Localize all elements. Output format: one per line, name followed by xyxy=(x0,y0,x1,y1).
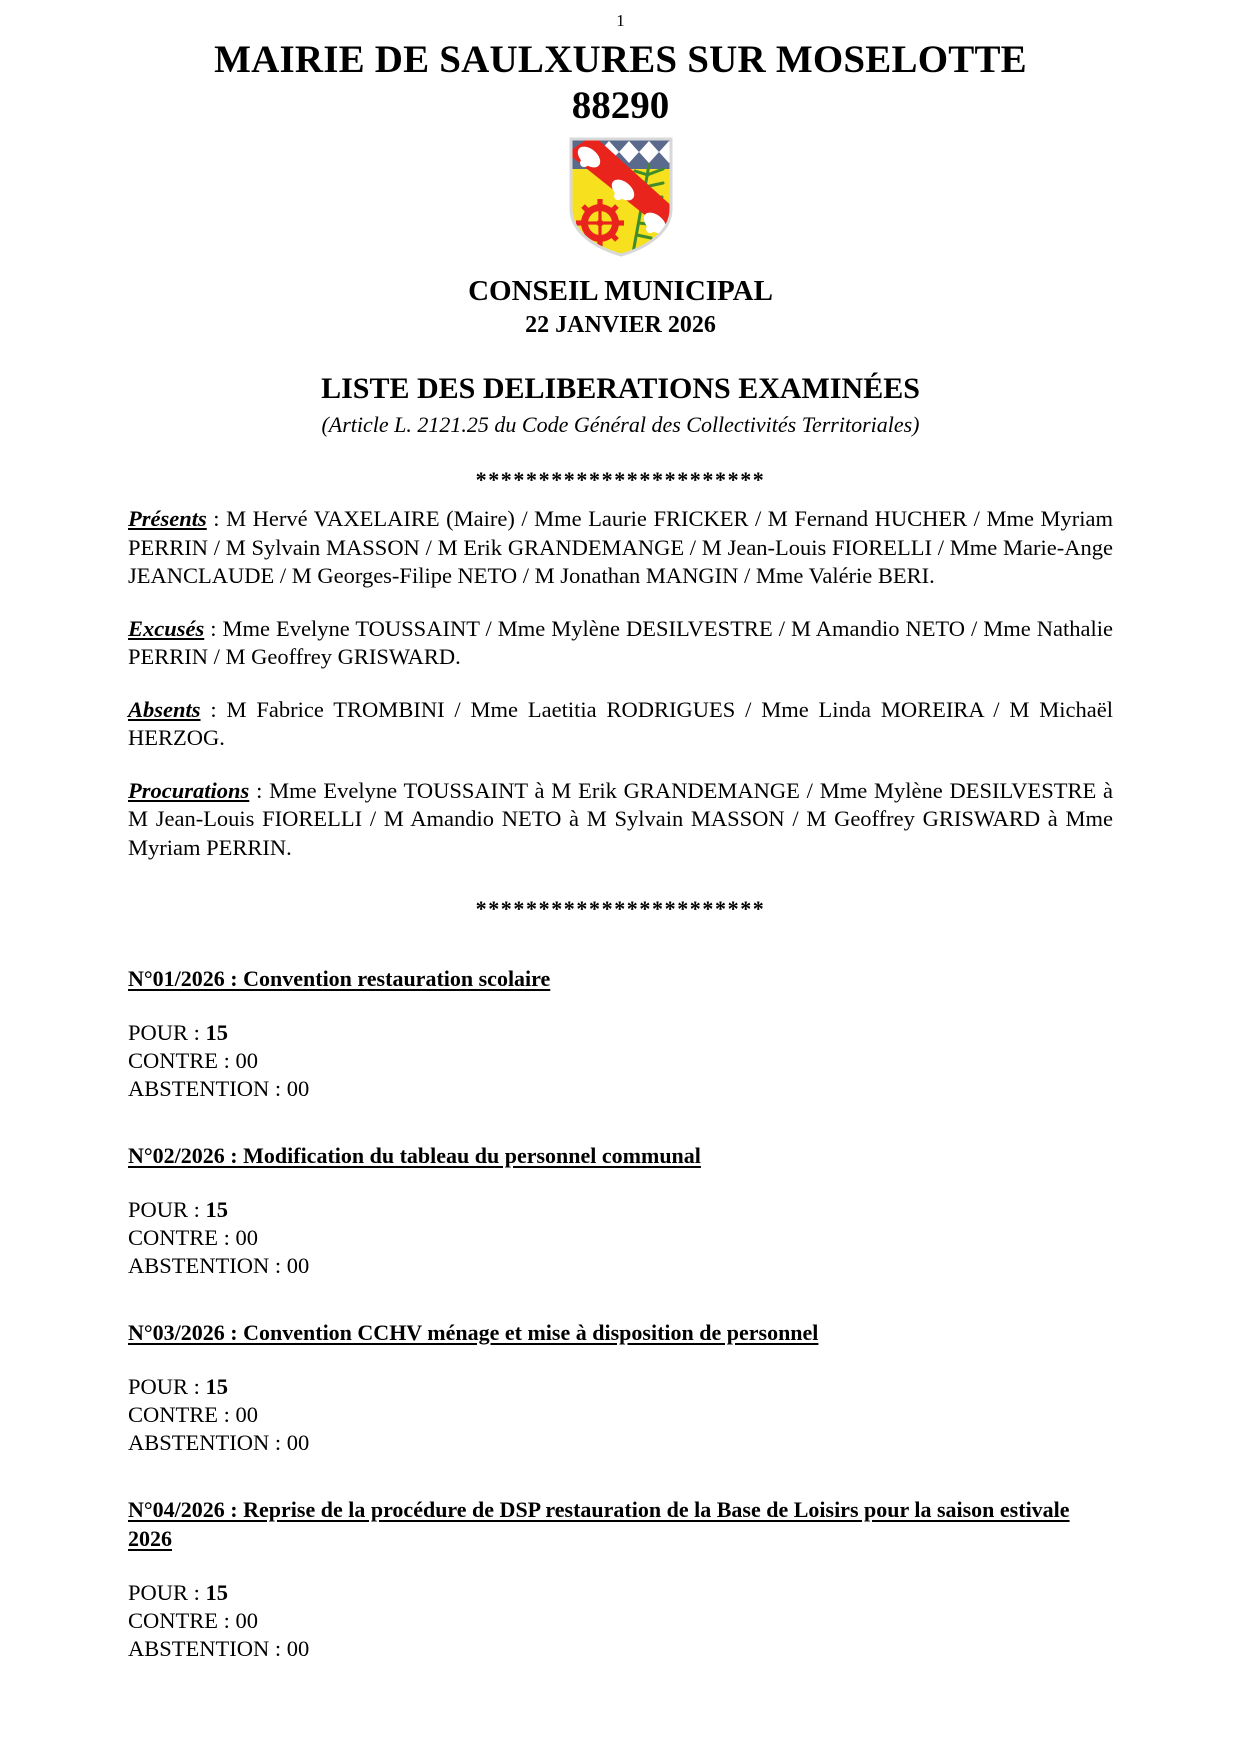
vote-abstention xyxy=(128,1429,1113,1457)
attendance-label: Excusés xyxy=(128,615,205,641)
vote-contre-value: 00 xyxy=(235,1608,259,1633)
attendance-separator: : xyxy=(200,696,227,722)
vote-contre-label: CONTRE : xyxy=(128,1402,236,1427)
coat-of-arms-container xyxy=(128,135,1113,259)
postal-code: 88290 xyxy=(571,84,670,127)
deliberation-item xyxy=(128,964,1113,1103)
vote-pour-value: 15 xyxy=(205,1374,229,1399)
attendance-excuses xyxy=(128,615,1113,672)
vote-contre-value: 00 xyxy=(235,1048,259,1073)
vote-pour-value: 15 xyxy=(205,1580,229,1605)
vote-abstention-label: ABSTENTION : xyxy=(128,1430,287,1455)
deliberation-item xyxy=(128,1318,1113,1457)
vote-contre xyxy=(128,1047,1113,1075)
vote-contre xyxy=(128,1607,1113,1635)
vote-contre xyxy=(128,1401,1113,1429)
council-date: 22 JANVIER 2026 xyxy=(525,312,716,338)
vote-abstention xyxy=(128,1075,1113,1103)
vote-pour xyxy=(128,1196,1113,1224)
deliberation-title: N°02/2026 : Modification du tableau du personnel communal xyxy=(128,1143,701,1168)
separator-asterisks-top: *********************** xyxy=(475,467,766,492)
deliberation-title: N°04/2026 : Reprise de la procédure de DSP restauration de la Base de Loisirs pour la saison estivale 2026 xyxy=(128,1497,1070,1551)
vote-contre-label: CONTRE : xyxy=(128,1608,236,1633)
attendance-names: M Fabrice TROMBINI / Mme Laetitia RODRIGUES / Mme Linda MOREIRA / M Michaël HERZOG. xyxy=(128,696,1113,750)
vote-results xyxy=(128,1196,1113,1280)
attendance-procurations xyxy=(128,777,1113,863)
mairie-title: MAIRIE DE SAULXURES SUR MOSELOTTE xyxy=(214,38,1027,81)
vote-pour xyxy=(128,1579,1113,1607)
deliberation-item xyxy=(128,1141,1113,1280)
vote-abstention-label: ABSTENTION : xyxy=(128,1636,287,1661)
vote-abstention-value: 00 xyxy=(286,1430,310,1455)
vote-contre xyxy=(128,1224,1113,1252)
vote-results xyxy=(128,1019,1113,1103)
article-reference: (Article L. 2121.25 du Code Général des Collectivités Territoriales) xyxy=(321,412,920,437)
council-title: CONSEIL MUNICIPAL xyxy=(468,275,773,307)
attendance-label: Procurations xyxy=(128,777,250,803)
attendance-separator: : xyxy=(206,506,227,531)
vote-abstention-label: ABSTENTION : xyxy=(128,1076,287,1101)
vote-pour-label: POUR : xyxy=(128,1580,206,1605)
page-number: 1 xyxy=(616,11,625,30)
vote-pour xyxy=(128,1019,1113,1047)
deliberations-section xyxy=(128,964,1113,1663)
attendance-section xyxy=(128,505,1113,862)
vote-pour-label: POUR : xyxy=(128,1197,206,1222)
attendance-separator: : xyxy=(249,777,270,803)
vote-pour-label: POUR : xyxy=(128,1020,206,1045)
attendance-label: Présents xyxy=(128,506,207,531)
attendance-names: Mme Evelyne TOUSSAINT / Mme Mylène DESILVESTRE / M Amandio NETO / Mme Nathalie PERRIN / M Geoffrey GRISWARD. xyxy=(128,615,1113,669)
vote-pour-label: POUR : xyxy=(128,1374,206,1399)
vote-pour-value: 15 xyxy=(205,1020,229,1045)
vote-abstention xyxy=(128,1252,1113,1280)
attendance-names: M Hervé VAXELAIRE (Maire) / Mme Laurie FRICKER / M Fernand HUCHER / Mme Myriam PERRIN / M Sylvain MASSON / M Erik GRANDEMANGE / M Jean-Louis FIORELLI / Mme Marie-Ange JEANCLAUDE / M Georges-Filipe NETO / M Jonathan MANGIN / Mme Valérie BERI. xyxy=(128,506,1113,588)
attendance-names: Mme Evelyne TOUSSAINT à M Erik GRANDEMANGE / Mme Mylène DESILVESTRE à M Jean-Louis FIORELLI / M Amandio NETO à M Sylvain MASSON / M Geoffrey GRISWARD à Mme Myriam PERRIN. xyxy=(128,777,1113,860)
vote-abstention-label: ABSTENTION : xyxy=(128,1253,287,1278)
deliberation-title: N°03/2026 : Convention CCHV ménage et mise à disposition de personnel xyxy=(128,1320,819,1345)
attendance-label: Absents xyxy=(128,696,201,722)
vote-pour xyxy=(128,1373,1113,1401)
vote-contre-label: CONTRE : xyxy=(128,1048,236,1073)
vote-abstention-value: 00 xyxy=(286,1076,310,1101)
vote-abstention-value: 00 xyxy=(286,1253,310,1278)
vote-contre-label: CONTRE : xyxy=(128,1225,236,1250)
attendance-separator: : xyxy=(204,615,223,641)
deliberation-item xyxy=(128,1495,1113,1663)
deliberations-list-title: LISTE DES DELIBERATIONS EXAMINÉES xyxy=(321,372,920,405)
vote-results xyxy=(128,1373,1113,1457)
vote-contre-value: 00 xyxy=(235,1402,259,1427)
deliberation-title: N°01/2026 : Convention restauration scolaire xyxy=(128,966,551,991)
vote-contre-value: 00 xyxy=(235,1225,259,1250)
vote-results xyxy=(128,1579,1113,1663)
separator-asterisks-bottom: *********************** xyxy=(475,896,766,921)
vote-abstention-value: 00 xyxy=(286,1636,310,1661)
attendance-absents xyxy=(128,696,1113,753)
vote-pour-value: 15 xyxy=(205,1197,229,1222)
vote-abstention xyxy=(128,1635,1113,1663)
attendance-presents xyxy=(128,505,1113,591)
coat-of-arms-icon xyxy=(567,135,675,259)
